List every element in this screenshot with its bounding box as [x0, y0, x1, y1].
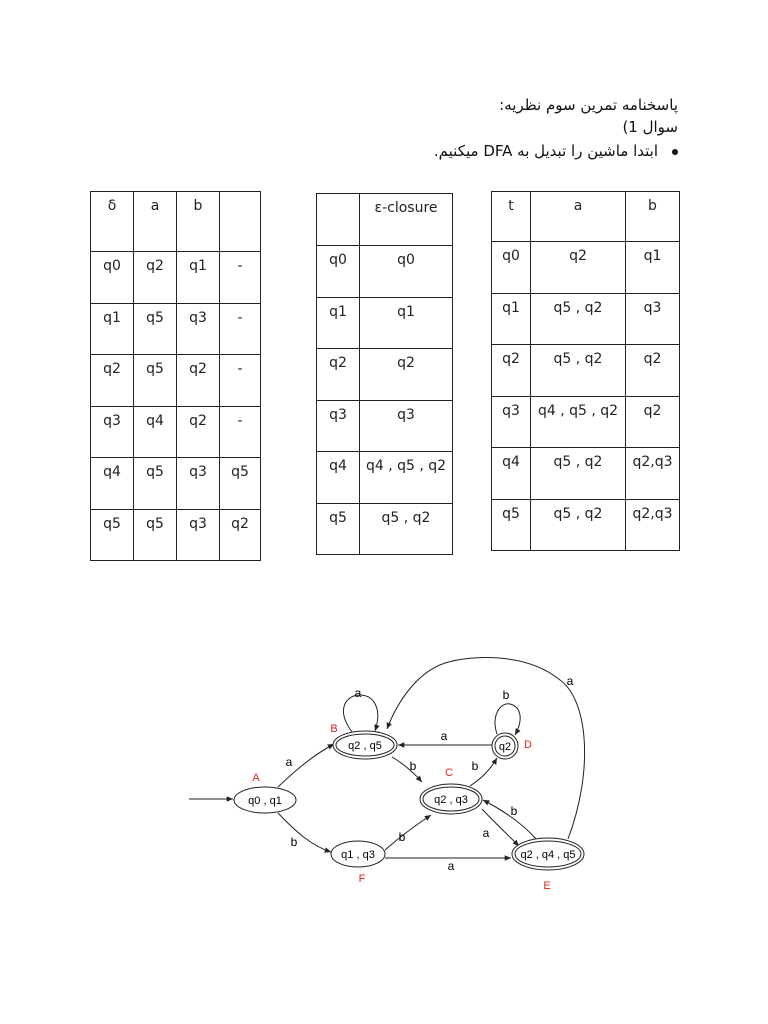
table-cell: q1 — [360, 297, 453, 349]
table-cell: - — [220, 406, 261, 458]
table-cell: q2 — [177, 406, 220, 458]
table-cell: δ — [91, 192, 134, 252]
table-cell: t — [492, 192, 531, 242]
state-E — [512, 838, 584, 870]
state-D-label: q2 — [498, 741, 512, 753]
bullet-text: ابتدا ماشین را تبدیل به DFA میکنیم. — [433, 142, 658, 160]
table-cell: a — [531, 192, 626, 242]
state-A — [234, 787, 296, 813]
table-cell: q4 , q5 , q2 — [360, 452, 453, 504]
table-cell: q2 — [626, 396, 680, 448]
edge-D-D — [495, 704, 520, 735]
table-cell: q2 — [492, 345, 531, 397]
table-cell: - — [220, 355, 261, 407]
table-cell: q3 — [317, 400, 360, 452]
table-cell: q0 — [317, 246, 360, 298]
table-cell: q2,q3 — [626, 448, 680, 500]
state-E-label: q2 , q4 , q5 — [520, 849, 576, 861]
document-heading: پاسخنامه تمرین سوم نظریه: — [499, 96, 678, 114]
state-A-label: q0 , q1 — [248, 795, 282, 807]
state-B — [333, 731, 397, 759]
table-cell: q2,q3 — [626, 499, 680, 551]
table-cell: q3 — [360, 400, 453, 452]
transition-label-B_B: a — [354, 686, 362, 700]
table-cell: q1 — [91, 303, 134, 355]
transition-label-F_C: b — [398, 830, 406, 844]
table-cell: q4 — [317, 452, 360, 504]
table-cell: q3 — [177, 303, 220, 355]
table-cell: q0 — [360, 246, 453, 298]
table-cell: q5 — [220, 458, 261, 510]
table-cell: q3 — [91, 406, 134, 458]
transition-label-B_C: b — [409, 759, 417, 773]
table-cell: q4 — [91, 458, 134, 510]
table-cell: b — [626, 192, 680, 242]
table-cell: q5 — [317, 503, 360, 555]
table-cell: q5 — [134, 355, 177, 407]
table-cell: q2 — [317, 349, 360, 401]
table-cell: q3 — [177, 509, 220, 561]
transition-label-A_B: a — [285, 755, 293, 769]
table-cell: q1 — [317, 297, 360, 349]
edge-A-F — [278, 813, 331, 852]
table-cell: a — [134, 192, 177, 252]
state-F — [331, 841, 385, 867]
transition-label-E_C: b — [510, 804, 518, 818]
table-cell: q0 — [91, 252, 134, 304]
table-cell: q3 — [626, 293, 680, 345]
table-cell: q3 — [177, 458, 220, 510]
table-cell: q5 — [492, 499, 531, 551]
table-cell: - — [220, 252, 261, 304]
table-cell: b — [177, 192, 220, 252]
state-D — [492, 733, 518, 759]
state-B-letter: B — [330, 723, 338, 735]
state-B-label: q2 , q5 — [348, 740, 382, 752]
transition-label-C_E: a — [482, 826, 490, 840]
table-cell: q5 , q2 — [360, 503, 453, 555]
state-C-letter: C — [445, 767, 453, 779]
table-cell: q2 — [220, 509, 261, 561]
table-cell: q4 — [492, 448, 531, 500]
table-cell: q2 — [531, 242, 626, 294]
table-cell: q2 — [626, 345, 680, 397]
state-A-letter: A — [252, 772, 260, 784]
table-cell: q5 — [134, 303, 177, 355]
table-cell: q5 — [134, 509, 177, 561]
edge-B-B — [343, 695, 377, 732]
table-cell: q1 — [626, 242, 680, 294]
state-C — [420, 784, 482, 814]
table-cell: q2 — [134, 252, 177, 304]
table-cell: q2 — [177, 355, 220, 407]
state-F-label: q1 , q3 — [341, 849, 375, 861]
table-cell: q4 — [134, 406, 177, 458]
table-cell: q2 — [91, 355, 134, 407]
table-cell: q1 — [492, 293, 531, 345]
table-cell: q5 — [134, 458, 177, 510]
state-D-letter: D — [524, 739, 532, 751]
transition-label-C_D: b — [471, 759, 479, 773]
table-cell: q5 , q2 — [531, 499, 626, 551]
state-C-label: q2 , q3 — [434, 794, 468, 806]
edge-B-C — [392, 757, 422, 782]
state-E-letter: E — [543, 880, 551, 892]
transition-label-D_D: b — [502, 688, 510, 702]
question-number: سوال 1) — [622, 118, 678, 136]
table-cell: q5 — [91, 509, 134, 561]
table-cell: ε-closure — [360, 194, 453, 246]
table-cell: q4 , q5 , q2 — [531, 396, 626, 448]
transition-label-A_F: b — [290, 835, 298, 849]
table-cell: q5 , q2 — [531, 345, 626, 397]
state-F-letter: F — [358, 873, 366, 885]
edge-F-C — [385, 815, 431, 850]
transition-label-D_B: a — [440, 729, 448, 743]
table-cell: q2 — [360, 349, 453, 401]
table-cell: q3 — [492, 396, 531, 448]
table-cell: q0 — [492, 242, 531, 294]
edge-E-B — [387, 657, 585, 839]
table-cell: - — [220, 303, 261, 355]
table-cell: q5 , q2 — [531, 293, 626, 345]
table-cell: q5 , q2 — [531, 448, 626, 500]
transition-label-F_E: a — [447, 859, 455, 873]
table-cell: q1 — [177, 252, 220, 304]
transition-label-E_B: a — [566, 674, 574, 688]
edge-E-C — [483, 800, 536, 839]
